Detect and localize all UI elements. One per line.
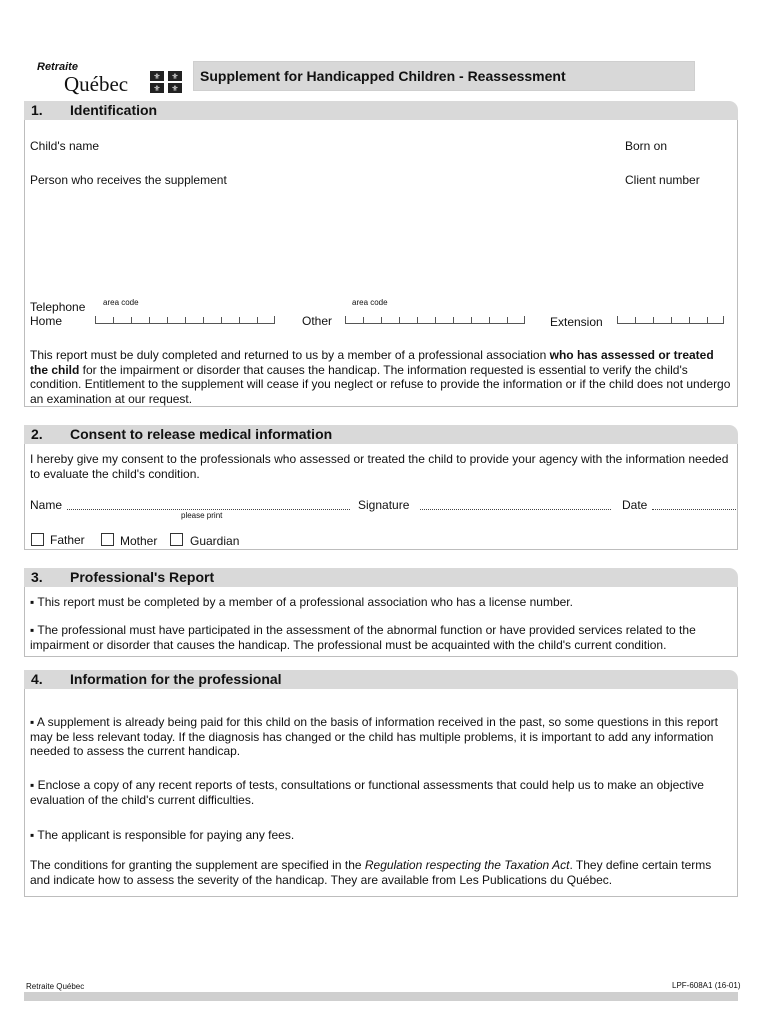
- info-bullet: ▪ Enclose a copy of any recent reports of tests, consultations or functional assessments that could help us to make an objective evaluation of the child's current difficulties.: [30, 778, 704, 807]
- section-number: 4.: [31, 671, 43, 687]
- home-label: Home: [30, 314, 63, 328]
- name-field[interactable]: [67, 497, 350, 510]
- section-title: Identification: [70, 102, 158, 118]
- section-title: Professional's Report: [70, 569, 215, 585]
- footer-left: Retraite Québec: [26, 982, 85, 991]
- section-title: Consent to release medical information: [70, 426, 333, 442]
- area-code-hint: area code: [103, 298, 139, 307]
- section-3-header: [24, 568, 738, 587]
- conditions-text: The conditions for granting the supplement are specified in the Regulation respecting the Taxation Act. They define certain terms and indicate how to assess the severity of the handicap. They are available from Les Publications du Québec.: [30, 858, 712, 887]
- info-bullet: ▪ The applicant is responsible for paying any fees.: [30, 828, 295, 842]
- telephone-label: Telephone: [30, 300, 86, 314]
- area-code-hint: area code: [352, 298, 388, 307]
- guardian-label: Guardian: [190, 534, 240, 548]
- father-checkbox[interactable]: [31, 533, 44, 546]
- childs-name-label: Child's name: [30, 139, 99, 153]
- section-number: 2.: [31, 426, 43, 442]
- identification-notice: This report must be duly completed and returned to us by a member of a professional association who has assessed or treated the child for the impairment or disorder that causes the handicap. The information requested is essential to verify the child's condition. Entitlement to the supplement will cease if you neglect or refuse to provide the information or if the child does not undergo an examination at our request.: [30, 348, 731, 406]
- other-label: Other: [302, 314, 333, 328]
- name-label: Name: [30, 498, 63, 512]
- quebec-flag-icon: [150, 71, 182, 93]
- info-bullet: ▪ A supplement is already being paid for this child on the basis of information received in the past, so some questions in this report may be less relevant today. If the diagnosis has changed or the child has multiple problems, it is important to add any information needed to assess the current handicap.: [30, 715, 718, 758]
- section-number: 1.: [31, 102, 43, 118]
- father-label: Father: [50, 533, 85, 547]
- person-label: Person who receives the supplement: [30, 173, 227, 187]
- home-phone-field[interactable]: [95, 316, 275, 324]
- date-field[interactable]: [652, 497, 736, 510]
- extension-field[interactable]: [617, 316, 724, 324]
- footer-bar: [24, 992, 738, 1001]
- signature-label: Signature: [358, 498, 410, 512]
- section-1-header: [24, 101, 738, 120]
- mother-checkbox[interactable]: [101, 533, 114, 546]
- born-on-label: Born on: [625, 139, 668, 153]
- extension-label: Extension: [550, 315, 603, 329]
- please-print-hint: please print: [181, 511, 223, 520]
- section-4-header: [24, 670, 738, 689]
- report-bullet: ▪ The professional must have participated in the assessment of the abnormal function or have provided services related to the impairment or disorder that causes the handicap. The professional must be acquainted with the child's current condition.: [30, 623, 696, 652]
- logo-retraite-text: Retraite: [37, 61, 78, 73]
- footer-form-code: LPF-608A1 (16-01): [672, 981, 741, 990]
- section-2-header: [24, 425, 738, 444]
- other-phone-field[interactable]: [345, 316, 525, 324]
- logo-quebec-text: Québec: [64, 72, 129, 96]
- section-title: Information for the professional: [70, 671, 282, 687]
- form-title: Supplement for Handicapped Children - Reassessment: [200, 68, 566, 84]
- section-number: 3.: [31, 569, 43, 585]
- form-title-bar: [193, 61, 695, 91]
- signature-field[interactable]: [420, 497, 611, 510]
- svg-text:⚜: ⚜: [171, 84, 179, 93]
- svg-text:⚜: ⚜: [171, 72, 179, 81]
- date-label: Date: [622, 498, 648, 512]
- consent-text: I hereby give my consent to the professionals who assessed or treated the child to provide your agency with the information needed to evaluate the child's condition.: [30, 452, 729, 481]
- mother-label: Mother: [120, 534, 158, 548]
- svg-text:⚜: ⚜: [153, 72, 161, 81]
- report-bullet: ▪ This report must be completed by a member of a professional association who has a license number.: [30, 595, 573, 609]
- svg-text:⚜: ⚜: [153, 84, 161, 93]
- client-number-label: Client number: [625, 173, 700, 187]
- guardian-checkbox[interactable]: [170, 533, 183, 546]
